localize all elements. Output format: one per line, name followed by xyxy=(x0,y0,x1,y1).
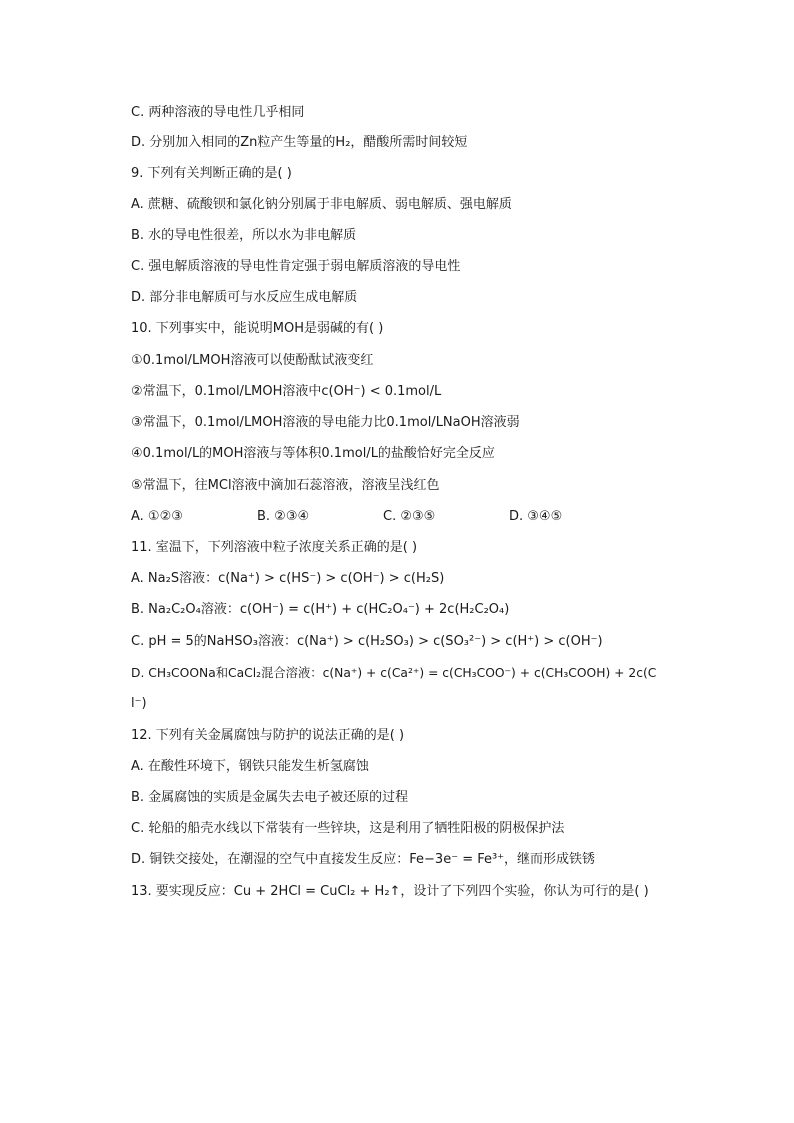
q13-stem: 13. 要实现反应：Cu + 2HCl = CuCl₂ + H₂↑，设计了下列四个实验，你认为可行的是( ) xyxy=(131,884,649,899)
q10-option-d: D. ③④⑤ xyxy=(509,509,563,524)
q11-option-a: A. Na₂S溶液：c(Na⁺) > c(HS⁻) > c(OH⁻) > c(H₂S) xyxy=(131,571,445,586)
q11-option-b: B. Na₂C₂O₄溶液：c(OH⁻) = c(H⁺) + c(HC₂O₄⁻) + 2c(H₂C₂O₄) xyxy=(131,602,510,617)
q12-option-a: A. 在酸性环境下，钢铁只能发生析氢腐蚀 xyxy=(131,759,369,774)
q10-fact-4: ④0.1mol/L的MOH溶液与等体积0.1mol/L的盐酸恰好完全反应 xyxy=(131,446,495,461)
q10-option-b: B. ②③④ xyxy=(257,509,310,524)
q8-option-c: C. 两种溶液的导电性几乎相同 xyxy=(131,105,305,120)
q11-option-d-continued: l⁻) xyxy=(131,696,147,711)
q10-fact-5: ⑤常温下，往MCl溶液中滴加石蕊溶液，溶液呈浅红色 xyxy=(131,478,440,493)
q12-option-c: C. 轮船的船壳水线以下常装有一些锌块，这是利用了牺牲阳极的阴极保护法 xyxy=(131,821,565,836)
q11-option-d: D. CH₃COONa和CaCl₂混合溶液：c(Na⁺) + c(Ca²⁺) = c(CH₃COO⁻) + c(CH₃COOH) + 2c(C xyxy=(131,666,657,680)
q12-stem: 12. 下列有关金属腐蚀与防护的说法正确的是( ) xyxy=(131,728,405,743)
q11-stem: 11. 室温下，下列溶液中粒子浓度关系正确的是( ) xyxy=(131,540,418,555)
q12-option-d: D. 铜铁交接处，在潮湿的空气中直接发生反应：Fe−3e⁻ = Fe³⁺，继而形成铁锈 xyxy=(131,852,596,867)
q10-stem: 10. 下列事实中，能说明MOH是弱碱的有( ) xyxy=(131,321,384,336)
q9-option-b: B. 水的导电性很差，所以水为非电解质 xyxy=(131,228,357,243)
q9-option-c: C. 强电解质溶液的导电性肯定强于弱电解质溶液的导电性 xyxy=(131,259,461,274)
q9-stem: 9. 下列有关判断正确的是( ) xyxy=(131,166,292,181)
q8-option-d: D. 分别加入相同的Zn粒产生等量的H₂，醋酸所需时间较短 xyxy=(131,135,468,150)
q9-option-a: A. 蔗糖、硫酸钡和氯化钠分别属于非电解质、弱电解质、强电解质 xyxy=(131,197,512,212)
q9-option-d: D. 部分非电解质可与水反应生成电解质 xyxy=(131,290,358,305)
q12-option-b: B. 金属腐蚀的实质是金属失去电子被还原的过程 xyxy=(131,790,409,805)
q11-option-c: C. pH = 5的NaHSO₃溶液：c(Na⁺) > c(H₂SO₃) > c(SO₃²⁻) > c(H⁺) > c(OH⁻) xyxy=(131,634,603,649)
q10-fact-3: ③常温下，0.1mol/LMOH溶液的导电能力比0.1mol/LNaOH溶液弱 xyxy=(131,415,520,430)
q10-fact-2: ②常温下，0.1mol/LMOH溶液中c(OH⁻) < 0.1mol/L xyxy=(131,384,442,399)
q10-option-c: C. ②③⑤ xyxy=(383,509,436,524)
q10-fact-1: ①0.1mol/LMOH溶液可以使酚酞试液变红 xyxy=(131,353,374,368)
q10-option-a: A. ①②③ xyxy=(131,509,183,524)
